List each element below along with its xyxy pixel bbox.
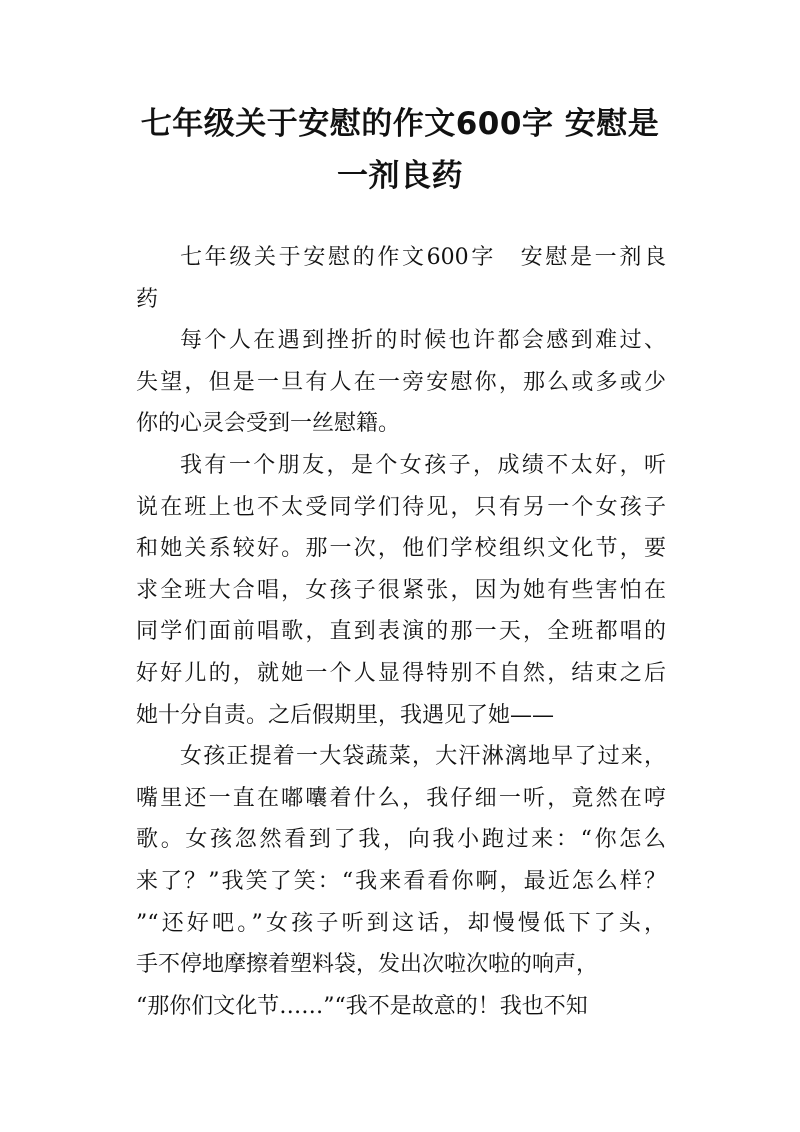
text-line: 来了？”我笑了笑：“我来看看你啊，最近怎么样？	[136, 868, 666, 894]
paragraph	[136, 736, 666, 1027]
text-line: 每个人在遇到挫折的时候也许都会感到难过、	[180, 328, 666, 354]
document-title	[0, 98, 800, 202]
text-line: 嘴里还一直在嘟囔着什么，我仔细一听，竟然在哼	[136, 785, 666, 811]
paragraph	[136, 445, 666, 736]
text-line: 和她关系较好。那一次，他们学校组织文化节，要	[136, 536, 666, 562]
text-line: 手不停地摩擦着塑料袋，发出次啦次啦的响声，	[136, 952, 599, 978]
text-line: 药	[136, 286, 159, 312]
text-line: 同学们面前唱歌，直到表演的那一天，全班都唱的	[136, 619, 666, 645]
text-line: 求全班大合唱，女孩子很紧张，因为她有些害怕在	[136, 577, 666, 603]
paragraph	[136, 320, 666, 445]
paragraph	[136, 237, 666, 320]
title-line: 一剂良药	[337, 158, 463, 194]
title-line: 七年级关于安慰的作文600字 安慰是	[140, 106, 660, 142]
document-body	[136, 237, 666, 1027]
text-line: 失望，但是一旦有人在一旁安慰你，那么或多或少	[136, 369, 666, 395]
text-line: ”“还好吧。”女孩子听到这话，却慢慢低下了头，	[136, 910, 666, 936]
text-line: 你的心灵会受到一丝慰籍。	[136, 411, 401, 437]
text-line: 七年级关于安慰的作文600字 安慰是一剂良	[180, 245, 666, 270]
text-line: 我有一个朋友，是个女孩子，成绩不太好，听	[180, 452, 666, 478]
text-line: 歌。女孩忽然看到了我，向我小跑过来：“你怎么	[136, 827, 666, 853]
text-line: 说在班上也不太受同学们待见，只有另一个女孩子	[136, 494, 666, 520]
text-line: “那你们文化节……”“我不是故意的！我也不知	[136, 993, 588, 1019]
text-line: 她十分自责。之后假期里，我遇见了她——	[136, 702, 555, 728]
text-line: 女孩正提着一大袋蔬菜，大汗淋漓地早了过来，	[180, 744, 666, 770]
text-line: 好好儿的，就她一个人显得特别不自然，结束之后	[136, 660, 666, 686]
